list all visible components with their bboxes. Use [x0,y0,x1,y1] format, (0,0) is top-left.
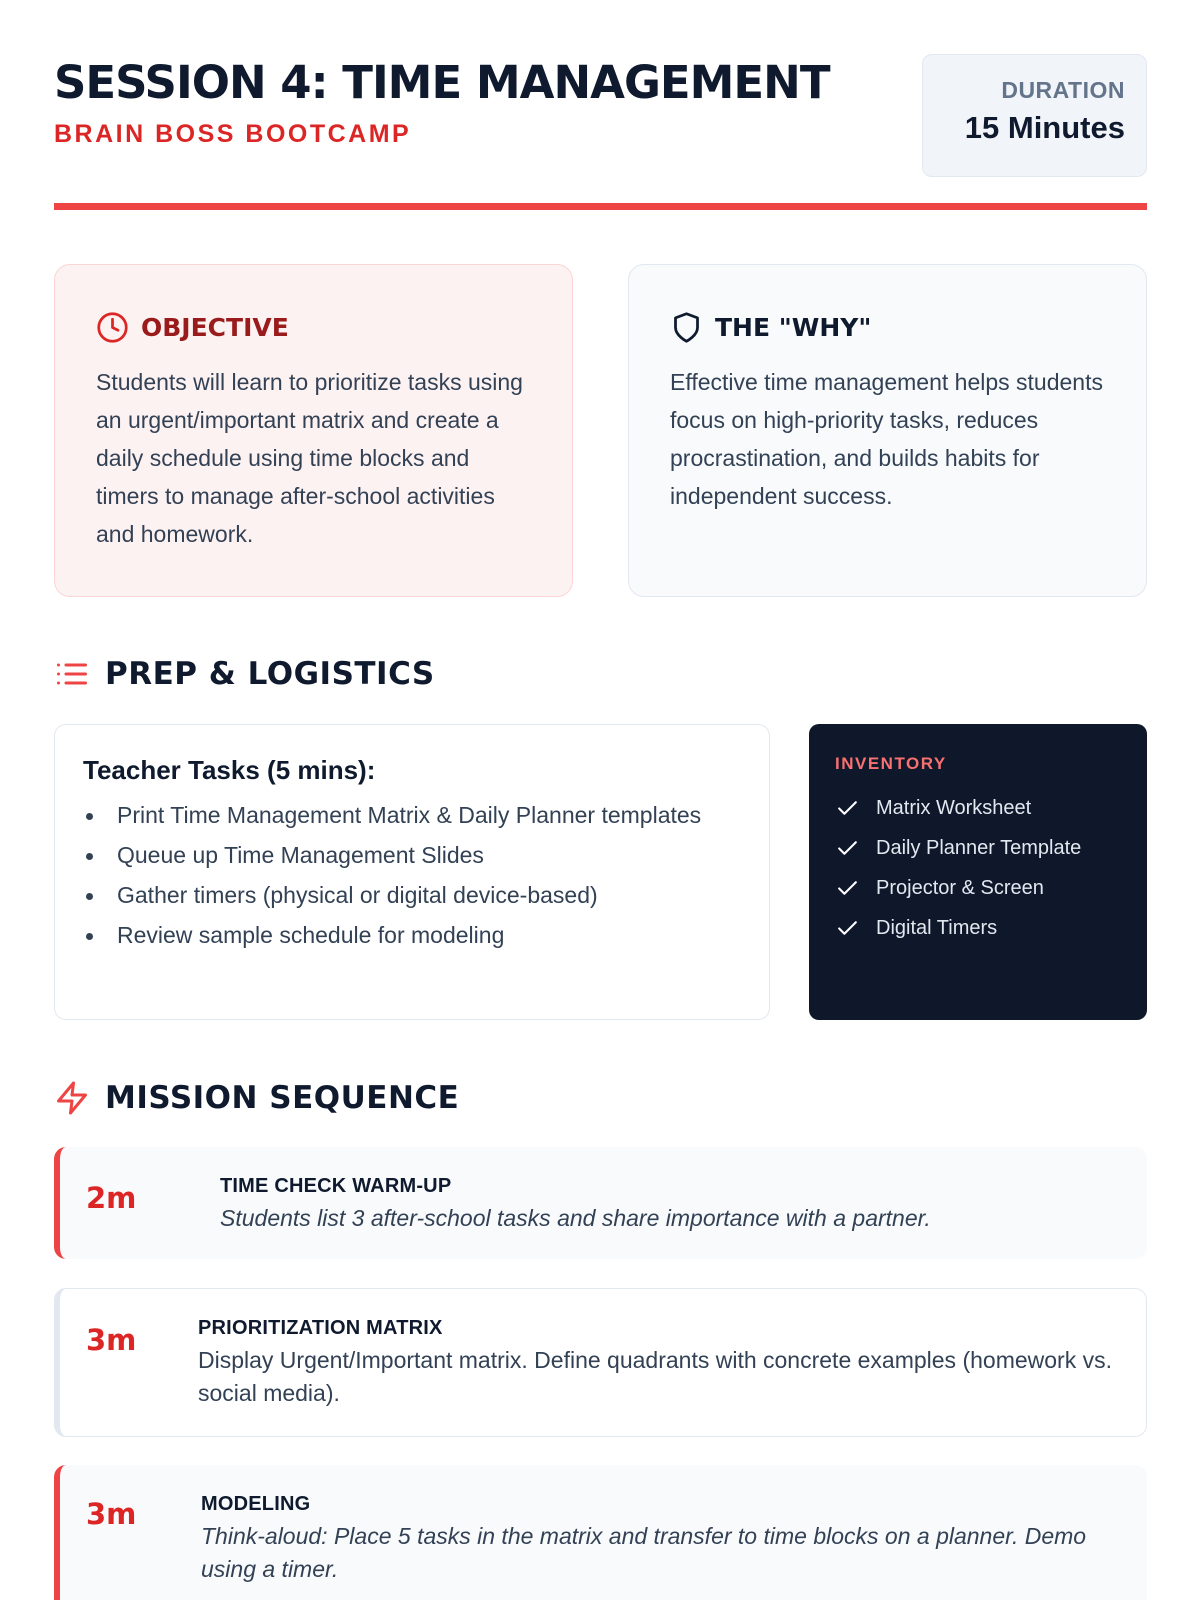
task-item: Print Time Management Matrix & Daily Planner templates [83,798,741,832]
duration-value: 15 Minutes [964,110,1125,145]
inventory-item-label: Daily Planner Template [876,836,1082,859]
mission-step-3 [54,1465,1147,1600]
objective-card-header [96,309,532,345]
task-item: Review sample schedule for modeling [83,918,741,952]
inventory-item-label: Projector & Screen [876,876,1044,899]
prep-section-header [54,656,435,692]
step-duration: 2m [86,1181,137,1215]
step-name: TIME CHECK WARM-UP [220,1175,452,1197]
objective-text: Students will learn to prioritize tasks using an urgent/important matrix and create a daily schedule using time blocks and timers to manage after-school activities and homework. [96,369,523,547]
why-text: Effective time management helps students focus on high-priority tasks, reduces procrastination, and builds habits for independent success. [670,369,1103,509]
page-subtitle: BRAIN BOSS BOOTCAMP [54,120,412,148]
checkmark-icon [835,916,860,941]
lightning-icon [54,1080,90,1116]
shield-icon [670,311,703,344]
step-name: MODELING [201,1493,311,1515]
objective-card [54,264,573,597]
mission-step-2 [54,1288,1147,1437]
page-title: SESSION 4: TIME MANAGEMENT [54,56,830,109]
step-description: Students list 3 after-school tasks and share importance with a partner. [220,1205,931,1231]
header [54,0,1147,212]
why-title: THE "WHY" [715,312,872,342]
task-item: Queue up Time Management Slides [83,838,741,872]
header-divider [54,203,1147,210]
mission-title: MISSION SEQUENCE [105,1080,460,1116]
mission-section-header [54,1080,459,1116]
teacher-tasks-panel [54,724,770,1020]
step-description: Display Urgent/Important matrix. Define quadrants with concrete examples (homework vs. social media). [198,1347,1112,1406]
checkmark-icon [835,796,860,821]
inventory-item-label: Matrix Worksheet [876,796,1032,819]
inventory-item-label: Digital Timers [876,916,998,939]
inventory-item [835,908,1121,948]
mission-step-1 [54,1147,1147,1259]
step-content [198,1317,1126,1410]
lesson-plan-page [54,0,1147,1582]
step-duration: 3m [86,1497,137,1531]
why-card [628,264,1147,597]
checkmark-icon [835,836,860,861]
clock-icon [96,311,129,344]
inventory-panel [809,724,1147,1020]
checkmark-icon [835,876,860,901]
objective-title: OBJECTIVE [141,312,289,342]
duration-badge [922,54,1147,177]
step-description: Think-aloud: Place 5 tasks in the matrix and transfer to time blocks on a planner. Demo using a timer. [201,1523,1087,1582]
list-icon [54,656,90,692]
inventory-item [835,828,1121,868]
step-duration: 3m [86,1323,137,1357]
task-item: Gather timers (physical or digital device-based) [83,878,741,912]
prep-title: PREP & LOGISTICS [105,656,435,692]
teacher-tasks-title: Teacher Tasks (5 mins): [83,755,376,785]
why-card-header [670,309,1106,345]
duration-label: DURATION [1001,77,1125,103]
step-name: PRIORITIZATION MATRIX [198,1317,443,1339]
inventory-item [835,788,1121,828]
step-content [201,1493,1127,1586]
inventory-item [835,868,1121,908]
inventory-label: INVENTORY [835,754,947,773]
step-content [220,1175,1127,1235]
